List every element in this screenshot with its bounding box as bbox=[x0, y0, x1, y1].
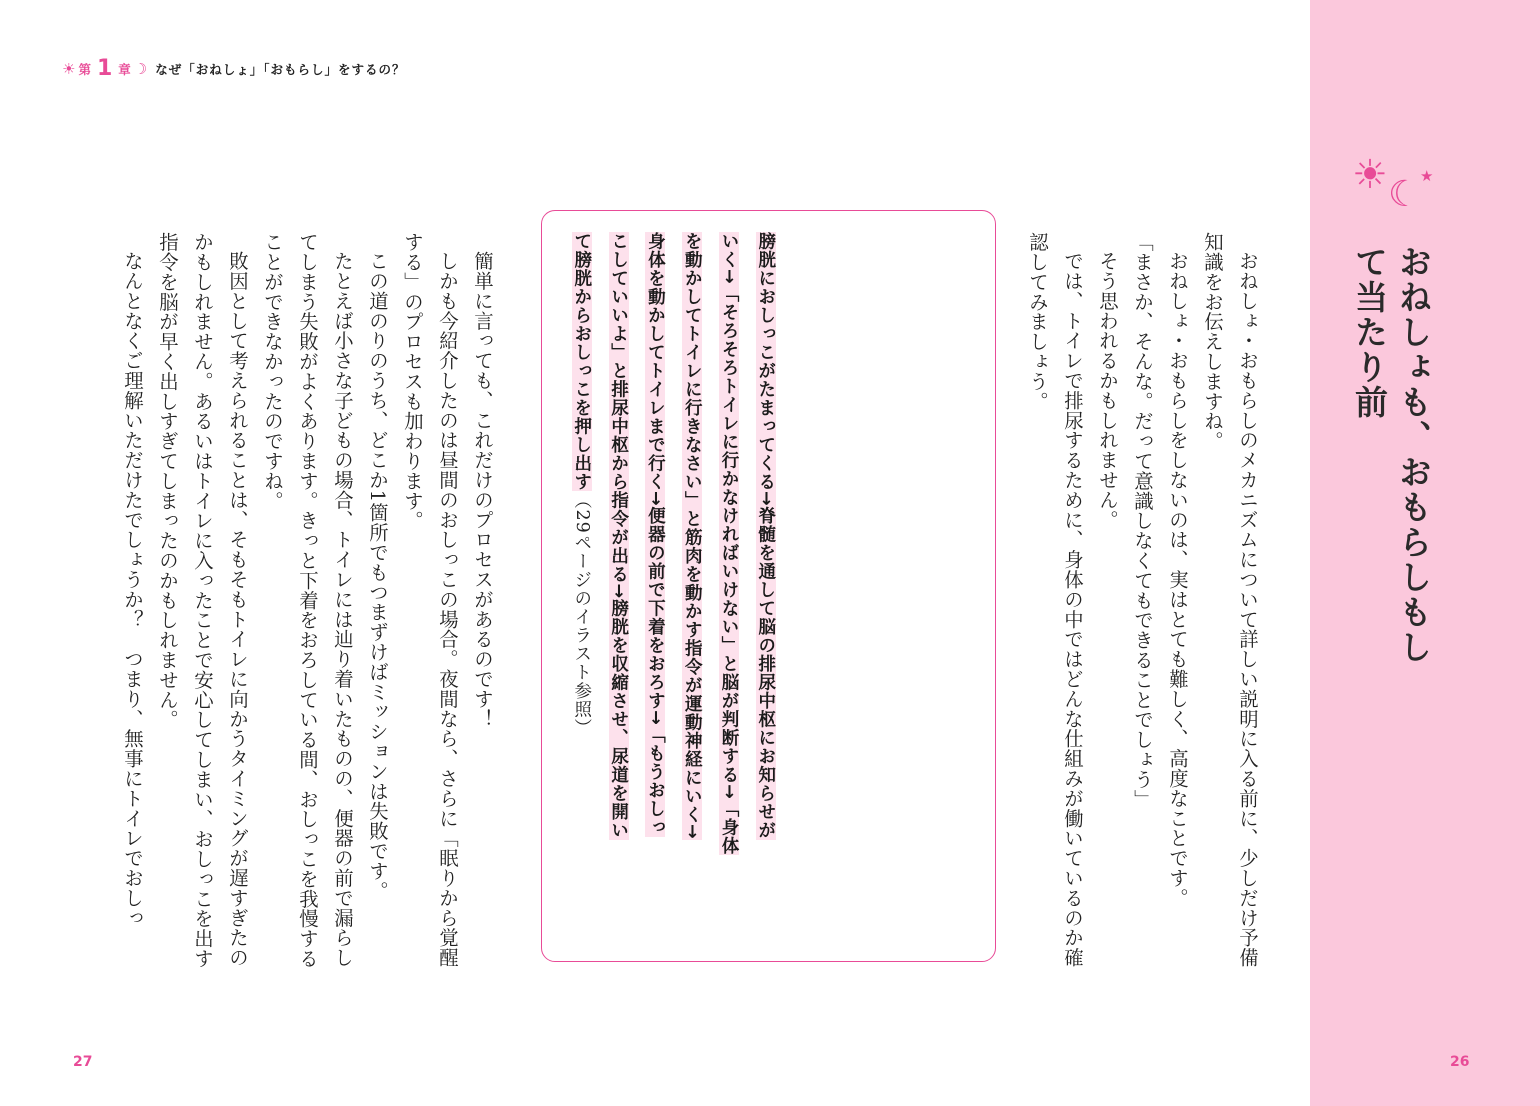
paragraph: 簡単に言っても、これだけのプロセスがあるのです！ bbox=[471, 251, 494, 729]
crescent-moon-icon: ☾ bbox=[1388, 174, 1421, 215]
chapter-header bbox=[62, 56, 406, 82]
paragraph: しかも今紹介したのは昼間のおしっこの場合。夜間なら、さらに「眠りから覚醒する」のプロセスも加わります。 bbox=[401, 232, 459, 968]
crescent-moon-icon: ☽ bbox=[133, 60, 148, 78]
section-decoration bbox=[1350, 152, 1440, 225]
process-line: て膀胱からおしっこを押し出す（29ページのイラスト参照） bbox=[571, 232, 592, 738]
page-number-right: 26 bbox=[1450, 1054, 1470, 1070]
paragraph: おねしょ・おもらしのメカニズムについて詳しい説明に入る前に、少しだけ予備知識をお伝えしますね。 bbox=[1201, 232, 1259, 968]
chapter-number: 1 bbox=[96, 56, 113, 81]
paragraph: なんとなくご理解いただけたでしょうか？ つまり、無事にトイレでおしっ bbox=[121, 251, 144, 928]
paragraph: おねしょ・おもらしをしないのは、実はとても難しく、高度なことです。 bbox=[1166, 251, 1189, 909]
chapter-title: なぜ「おねしょ」「おもらし」をするの？ bbox=[155, 62, 406, 77]
chapter-suffix: 章 bbox=[118, 62, 131, 77]
paragraph: そう思われるかもしれません。 bbox=[1096, 251, 1119, 530]
intro-text bbox=[1020, 232, 1265, 972]
illustration-reference: （29ページのイラスト参照） bbox=[571, 491, 592, 738]
process-line: 膀胱におしっこがたまってくる→脊髄を通して脳の排尿中枢にお知らせが bbox=[755, 232, 776, 840]
paragraph: この道のりのうち、どこか1箇所でもつまずけばミッションは失敗です。 bbox=[366, 251, 389, 902]
process-line: こしていいよ」と排尿中枢から指令が出る→膀胱を収縮させ、尿道を開い bbox=[608, 232, 629, 840]
chapter-prefix: 第 bbox=[78, 62, 91, 77]
sun-icon: ☀ bbox=[1352, 152, 1388, 198]
body-text bbox=[115, 232, 500, 972]
process-line: を動かしてトイレに行きなさい」と筋肉を動かす指令が運動神経にいく→ bbox=[682, 232, 703, 840]
process-line: 身体を動かしてトイレまで行く→便器の前で下着をおろす→「もうおしっ bbox=[645, 232, 666, 837]
process-line: いく→「そろそろトイレに行かなければいけない」と脳が判断する→「身体 bbox=[718, 232, 739, 856]
sun-icon: ☀ bbox=[62, 60, 76, 78]
paragraph: では、トイレで排尿するために、身体の中ではどんな仕組みが働いているのか確認してみましょう。 bbox=[1026, 232, 1084, 968]
page-number-left: 27 bbox=[73, 1054, 93, 1070]
paragraph: たとえば小さな子どもの場合、トイレには辿り着いたものの、便器の前で漏らしてしまう失敗がよくあります。きっと下着をおろしている間、おしっこを我慢することができなかったのですね。 bbox=[261, 232, 354, 969]
star-icon: ★ bbox=[1420, 167, 1434, 185]
section-heading: おねしょも、おもらしもして当たり前 bbox=[1350, 245, 1433, 665]
paragraph: 「まさか、そんな。だって意識しなくてもできることでしょう」 bbox=[1131, 232, 1154, 810]
process-box-text bbox=[563, 232, 784, 952]
paragraph: 敗因として考えられることは、そもそもトイレに向かうタイミングが遅すぎたのかもしれません。あるいはトイレに入ったことで安心してしまい、おしっこを出す指令を脳が早く出しすぎてしまったのかもしれません。 bbox=[156, 232, 249, 969]
